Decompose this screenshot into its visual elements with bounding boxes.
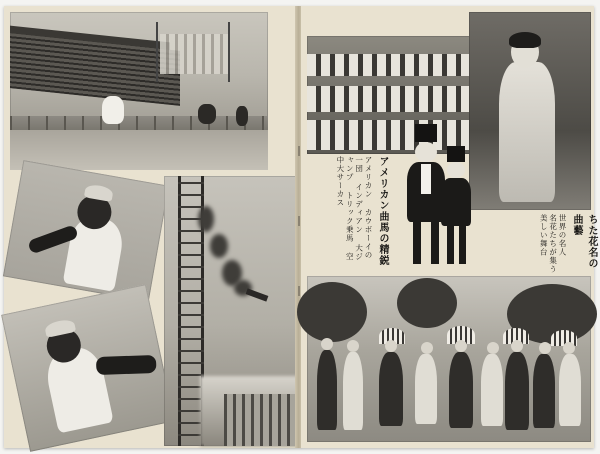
top-hat <box>415 124 437 142</box>
arena-fence <box>10 116 268 130</box>
troupe-member <box>317 350 337 430</box>
performer-shirt <box>421 164 431 194</box>
background-tree <box>397 278 457 328</box>
singer-dress <box>499 62 555 202</box>
binding-stitch <box>298 146 300 156</box>
binding-stitch <box>298 286 300 296</box>
dive-tank <box>224 394 302 446</box>
singer-photo <box>469 12 591 210</box>
person-head <box>421 342 433 354</box>
troupe-member <box>415 354 437 424</box>
performer-face <box>415 142 437 162</box>
person-head <box>455 340 467 352</box>
horse-rider-dark <box>236 106 248 126</box>
clown-arm <box>96 355 157 375</box>
troupe-member <box>505 352 529 430</box>
native-american-troupe-photo <box>307 276 591 442</box>
background-tree <box>297 282 367 342</box>
smoke-trail <box>210 234 228 258</box>
caption-body-stars: 世界の名人 名花たちが集う 美しい舞台 <box>539 214 567 274</box>
singer-hair <box>509 32 541 48</box>
troupe-member <box>449 352 473 428</box>
top-hat-performers <box>395 124 477 274</box>
top-hat <box>447 146 465 162</box>
performer-face <box>447 162 465 178</box>
person-head <box>511 340 523 352</box>
smoke-trail <box>198 206 214 232</box>
performer-leg <box>413 220 421 264</box>
caption-title-stars: ちた花名の曲藝 <box>571 214 597 269</box>
horse-rider-dark <box>198 104 216 124</box>
troupe-member <box>533 354 555 428</box>
flag-pole <box>228 22 230 82</box>
person-head <box>487 342 499 354</box>
band-row <box>307 86 483 112</box>
right-page <box>301 6 597 448</box>
clown-portrait-photo <box>3 160 169 302</box>
rodeo-arena-photo <box>10 12 268 170</box>
clown-portrait-photo-2 <box>1 284 175 452</box>
person-head <box>563 342 575 354</box>
performer-leg <box>431 220 439 264</box>
person-head <box>385 340 397 352</box>
person-head <box>539 342 551 354</box>
bunting-flags <box>160 34 230 74</box>
left-page <box>4 6 297 448</box>
performer-coat <box>441 178 471 226</box>
troupe-member <box>379 352 403 426</box>
caption-title-american: アメリカン曲馬の精鋭 <box>377 156 388 266</box>
person-head <box>347 340 359 352</box>
diver <box>246 288 269 301</box>
person-head <box>321 338 333 350</box>
troupe-member <box>343 352 363 430</box>
horse-rider-white <box>102 96 124 124</box>
troupe-member <box>481 354 503 426</box>
flag-pole <box>156 22 158 82</box>
high-dive-photo <box>164 176 302 446</box>
performer-leg <box>447 224 454 264</box>
performer-leg <box>459 224 466 264</box>
band-row <box>307 54 483 76</box>
magazine-spread <box>4 6 597 448</box>
troupe-member <box>559 354 581 426</box>
caption-body-american: アメリカン カウボーイの一団 インディアン 大ジャンプ トリック乗馬 空中大サーカス <box>335 156 373 261</box>
binding-stitch <box>298 216 300 226</box>
